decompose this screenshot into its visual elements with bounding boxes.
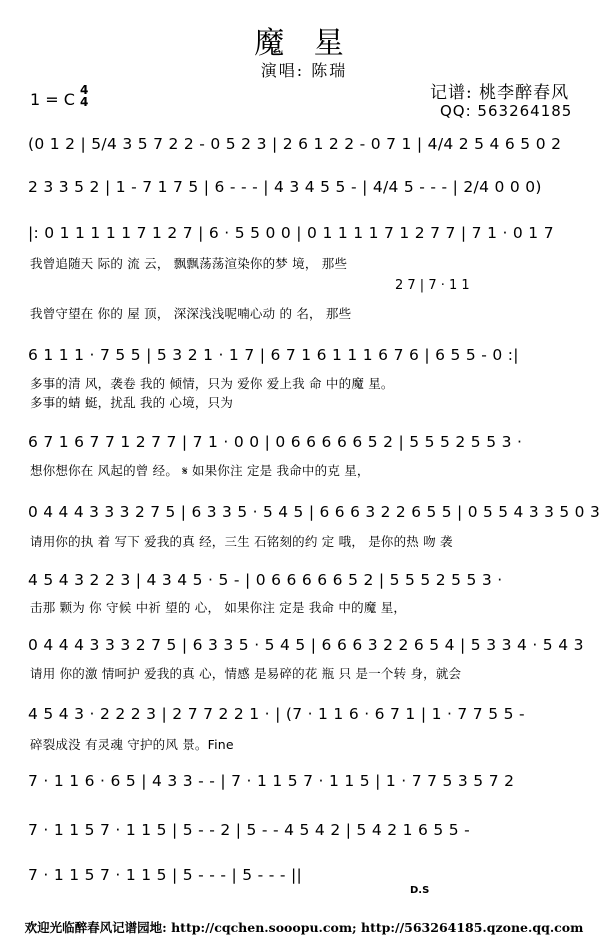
score-lyrics-row: 想你想你在 风起的曾 经。 𝄋 如果你注 定是 我命中的克 星， [30, 463, 370, 478]
score-lyrics-row: 请用 你的激 情呵护 爱我的真 心，情感 是易碎的花 瓶 只 是一个转 身，就会 [30, 666, 462, 681]
score-lyrics-row: 击那 颗为 你 守候 中祈 望的 心， 如果你注 定是 我命 中的魔 星， [30, 600, 407, 615]
key-signature: 1 = C [30, 90, 75, 109]
song-title: 魔 星 [254, 26, 354, 61]
score-notes-row: 4 5 4 3 · 2 2 2 3 | 2 7 7 2 2 1 · | (7 · 1 1 6 · 6 7 1 | 1 · 7 7 5 5 - [28, 705, 525, 723]
score-notes-row: 0 4 4 4 3 3 3 2 7 5 | 6 3 3 5 · 5 4 5 | 6 6 6 3 2 2 6 5 5 | 0 5 5 4 3 3 5 0 3 [28, 503, 601, 521]
score-notes-row: 6 7 1 6 7 7 1 2 7 7 | 7 1 · 0 0 | 0 6 6 6 6 6 5 2 | 5 5 5 2 5 5 3 · [28, 433, 523, 451]
score-notes-row: 7 · 1 1 5 7 · 1 1 5 | 5 - - 2 | 5 - - 4 5 4 2 | 5 4 2 1 6 5 5 - [28, 821, 471, 839]
score-notes-variant: 2 7 | 7 · 1 1 [395, 278, 470, 293]
score-notes-row: (0 1 2 | 5/4 3 5 7 2 2 - 0 5 2 3 | 2 6 1 2 2 - 0 7 1 | 4/4 2 5 4 6 5 0 2 [28, 135, 562, 153]
score-lyrics-row: 我曾守望在 你的 屋 顶， 深深浅浅呢喃心动 的 名， 那些 [30, 306, 352, 321]
time-signature [80, 84, 88, 108]
score-lyrics-row: 多事的蜻 蜓，扰乱 我的 心境，只为 [30, 395, 234, 410]
score-notes-row: |: 0 1 1 1 1 1 7 1 2 7 | 6 · 5 5 0 0 | 0 1 1 1 1 7 1 2 7 7 | 7 1 · 0 1 7 [28, 224, 554, 242]
notator-credit: 记谱: 桃李醉春风 [430, 83, 570, 103]
score-notes-row: 0 4 4 4 3 3 3 2 7 5 | 6 3 3 5 · 5 4 5 | 6 6 6 3 2 2 6 5 4 | 5 3 3 4 · 5 4 3 [28, 636, 584, 654]
score-notes-row: 2 3 3 5 2 | 1 - 7 1 7 5 | 6 - - - | 4 3 4 5 5 - | 4/4 5 - - - | 2/4 0 0 0) [28, 178, 542, 196]
qq-contact: QQ: 563264185 [440, 102, 573, 120]
score-notes-row: 6 1 1 1 · 7 5 5 | 5 3 2 1 · 1 7 | 6 7 1 6 1 1 1 6 7 6 | 6 5 5 - 0 :| [28, 346, 519, 364]
footer-links: 欢迎光临醉春风记谱园地: http://cqchen.sooopu.com; http://563264185.qzone.qq.com [24, 920, 584, 935]
time-signature-bottom: 4 [80, 95, 89, 109]
time-signature-top: 4 [80, 83, 89, 97]
score-notes-row: 4 5 4 3 2 2 3 | 4 3 4 5 · 5 - | 0 6 6 6 6 6 5 2 | 5 5 5 2 5 5 3 · [28, 571, 503, 589]
dal-segno-mark: D.S [410, 885, 430, 896]
score-lyrics-row: 请用你的执 着 写下 爱我的真 经，三生 石铭刻的约 定 哦， 是你的热 吻 袭 [30, 534, 453, 549]
score-lyrics-row: 碎裂成没 有灵魂 守护的风 景。Fine [30, 737, 234, 752]
score-notes-row: 7 · 1 1 6 · 6 5 | 4 3 3 - - | 7 · 1 1 5 7 · 1 1 5 | 1 · 7 7 5 3 5 7 2 [28, 772, 515, 790]
score-lyrics-row: 多事的清 风，袭卷 我的 倾情，只为 爱你 爱上我 命 中的魔 星。 [30, 376, 394, 391]
score-lyrics-row: 我曾追随天 际的 流 云， 飘飘荡荡渲染你的梦 境， 那些 [30, 256, 348, 271]
score-notes-row: 7 · 1 1 5 7 · 1 1 5 | 5 - - - | 5 - - - || [28, 866, 303, 884]
singer-credit: 演唱: 陈瑞 [260, 61, 348, 80]
